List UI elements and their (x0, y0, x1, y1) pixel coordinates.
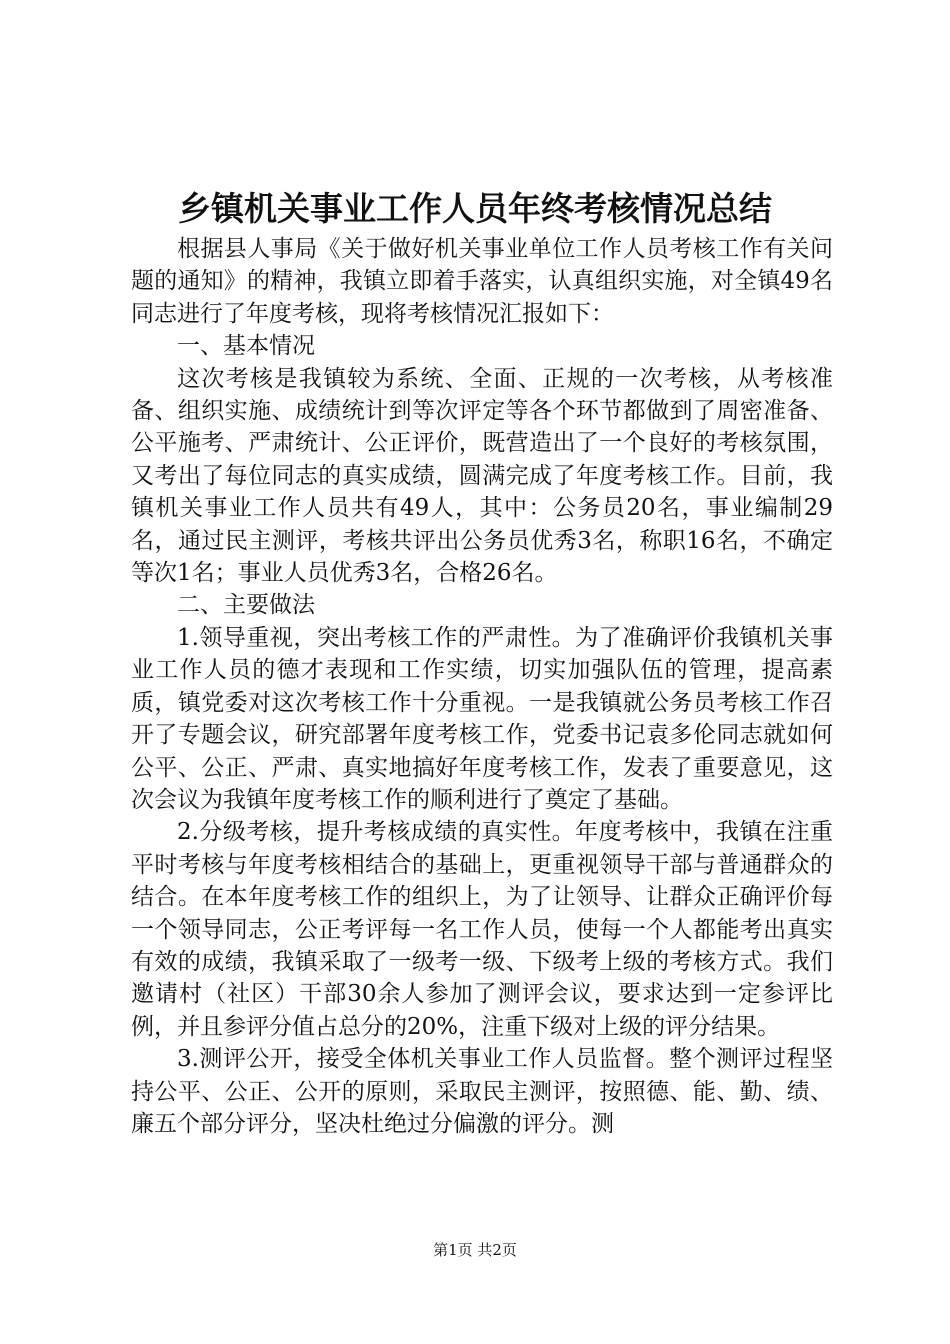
paragraph-practice-2: 2.分级考核，提升考核成绩的真实性。年度考核中，我镇在注重平时考核与年度考核相结合的基础上，更重视领导干部与普通群众的结合。在本年度考核工作的组织上，为了让领导、让群众正确评价每一个领导同志，公正考评每一名工作人员，使每一个人都能考出真实有效的成绩，我镇采取了一级考一级、下级考上级的考核方式。我们邀请村（社区）干部30余人参加了测评会议，要求达到一定参评比例，并且参评分值占总分的20%，注重下级对上级的评分结果。 (131, 819, 833, 1040)
paragraph-practice-1: 1.领导重视，突出考核工作的严肃性。为了准确评价我镇机关事业工作人员的德才表现和工作实绩，切实加强队伍的管理，提高素质，镇党委对这次考核工作十分重视。一是我镇就公务员考核工作召开了专题会议，研究部署年度考核工作，党委书记袁多伦同志就如何公平、公正、严肃、真实地搞好年度考核工作，发表了重要意见，这次会议为我镇年度考核工作的顺利进行了奠定了基础。 (131, 624, 833, 813)
document-title: 乡镇机关事业工作人员年终考核情况总结 (178, 189, 772, 228)
paragraph-basic-situation: 这次考核是我镇较为系统、全面、正规的一次考核，从考核准备、组织实施、成绩统计到等次评定等各个环节都做到了周密准备、公平施考、严肃统计、公正评价，既营造出了一个良好的考核氛围，又考出了每位同志的真实成绩，圆满完成了年度考核工作。目前，我镇机关事业工作人员共有49人，其中：公务员20名，事业编制29名，通过民主测评，考核共评出公务员优秀3名，称职16名，不确定等次1名；事业人员优秀3名，合格26名。 (131, 365, 833, 587)
section-heading-basic-situation: 一、基本情况 (177, 333, 315, 360)
section-heading-main-practices: 二、主要做法 (177, 592, 315, 619)
page-number-footer: 第1页 共2页 (433, 1241, 517, 1259)
document-body (131, 233, 833, 1140)
paragraph-practice-3: 3.测评公开，接受全体机关事业工作人员监督。整个测评过程坚持公平、公正、公开的原则，采取民主测评，按照德、能、勤、绩、廉五个部分评分，坚决杜绝过分偏激的评分。测 (131, 1046, 833, 1137)
paragraph-intro: 根据县人事局《关于做好机关事业单位工作人员考核工作有关问题的通知》的精神，我镇立即着手落实，认真组织实施，对全镇49名同志进行了年度考核，现将考核情况汇报如下： (131, 236, 833, 327)
